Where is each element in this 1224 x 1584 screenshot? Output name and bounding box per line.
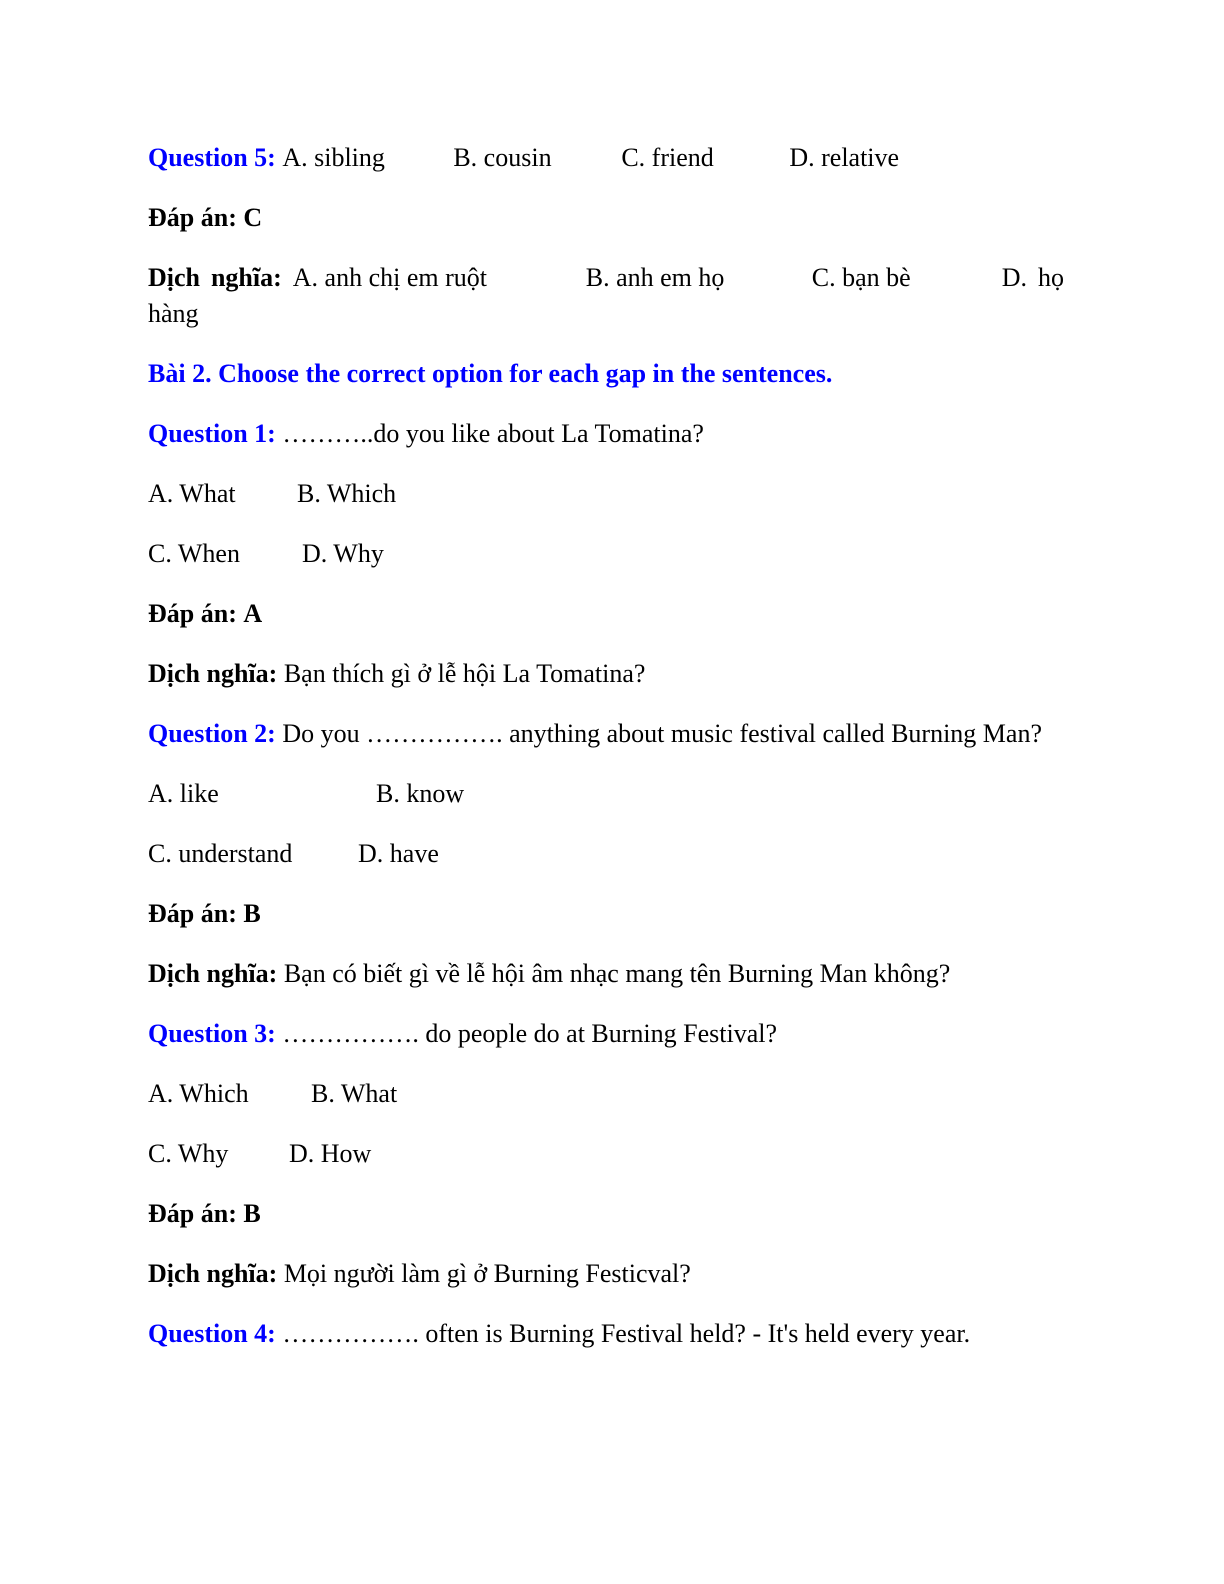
question-3-text: ……………. do people do at Burning Festival? — [282, 1019, 778, 1048]
question-3-answer — [148, 1196, 1064, 1232]
question-2-options-ab — [148, 776, 1064, 812]
question-2-translation — [148, 956, 1064, 992]
translation-option-d: D. họ hàng — [148, 263, 1064, 328]
question-3-translation — [148, 1256, 1064, 1292]
question-3-option-c: C. Why — [148, 1139, 229, 1168]
question-3-option-d: D. How — [289, 1139, 372, 1168]
question-1 — [148, 416, 1064, 452]
question-1-translation — [148, 656, 1064, 692]
section-title: Bài 2. Choose the correct option for each gap in the sentences. — [148, 359, 833, 388]
question-3-options-ab — [148, 1076, 1064, 1112]
translation-label: Dịch nghĩa: — [148, 263, 282, 292]
question-2-option-a: A. like — [148, 779, 219, 808]
question-5-options-line — [148, 140, 1064, 176]
answer-label: Đáp án: — [148, 599, 237, 628]
question-2 — [148, 716, 1064, 752]
translation-text: Mọi người làm gì ở Burning Festicval? — [283, 1259, 691, 1288]
question-3 — [148, 1016, 1064, 1052]
question-1-label: Question 1: — [148, 419, 276, 448]
answer-value: B — [243, 1199, 261, 1228]
translation-label: Dịch nghĩa: — [148, 659, 278, 688]
question-1-option-b: B. Which — [297, 479, 397, 508]
question-2-option-b: B. know — [376, 779, 465, 808]
question-3-option-b: B. What — [311, 1079, 398, 1108]
question-5-label: Question 5: — [148, 143, 276, 172]
question-1-text: ………..do you like about La Tomatina? — [282, 419, 704, 448]
question-5-option-d: D. relative — [789, 143, 900, 172]
question-1-options-cd — [148, 536, 1064, 572]
translation-label: Dịch nghĩa: — [148, 959, 278, 988]
question-1-answer — [148, 596, 1064, 632]
question-3-options-cd — [148, 1136, 1064, 1172]
question-1-option-c: C. When — [148, 539, 240, 568]
question-2-option-d: D. have — [358, 839, 439, 868]
answer-value: A — [243, 599, 263, 628]
question-2-option-c: C. understand — [148, 839, 293, 868]
answer-label: Đáp án: — [148, 1199, 237, 1228]
translation-text: Bạn thích gì ở lễ hội La Tomatina? — [283, 659, 646, 688]
question-5-option-a: A. sibling — [282, 143, 385, 172]
question-4-text: ……………. often is Burning Festival held? - It's held every year. — [282, 1319, 971, 1348]
question-2-label: Question 2: — [148, 719, 276, 748]
question-5-option-b: B. cousin — [453, 143, 552, 172]
question-1-option-a: A. What — [148, 479, 236, 508]
document-page — [148, 140, 1064, 1376]
answer-label: Đáp án: — [148, 203, 237, 232]
question-4-label: Question 4: — [148, 1319, 276, 1348]
question-1-option-d: D. Why — [302, 539, 384, 568]
translation-option-c: C. bạn bè — [811, 263, 911, 292]
question-2-answer — [148, 896, 1064, 932]
translation-option-b: B. anh em họ — [585, 263, 725, 292]
translation-text: Bạn có biết gì về lễ hội âm nhạc mang tên Burning Man không? — [283, 959, 951, 988]
question-2-text: Do you ……………. anything about music festival called Burning Man? — [282, 719, 1042, 748]
translation-option-a: A. anh chị em ruột — [292, 263, 487, 292]
question-3-label: Question 3: — [148, 1019, 276, 1048]
question-1-options-ab — [148, 476, 1064, 512]
question-3-option-a: A. Which — [148, 1079, 249, 1108]
answer-label: Đáp án: — [148, 899, 237, 928]
question-5-answer — [148, 200, 1064, 236]
answer-value: C — [243, 203, 263, 232]
question-4 — [148, 1316, 1064, 1352]
translation-label: Dịch nghĩa: — [148, 1259, 278, 1288]
answer-value: B — [243, 899, 261, 928]
question-2-options-cd — [148, 836, 1064, 872]
question-5-option-c: C. friend — [621, 143, 714, 172]
question-5-translation — [148, 260, 1064, 332]
